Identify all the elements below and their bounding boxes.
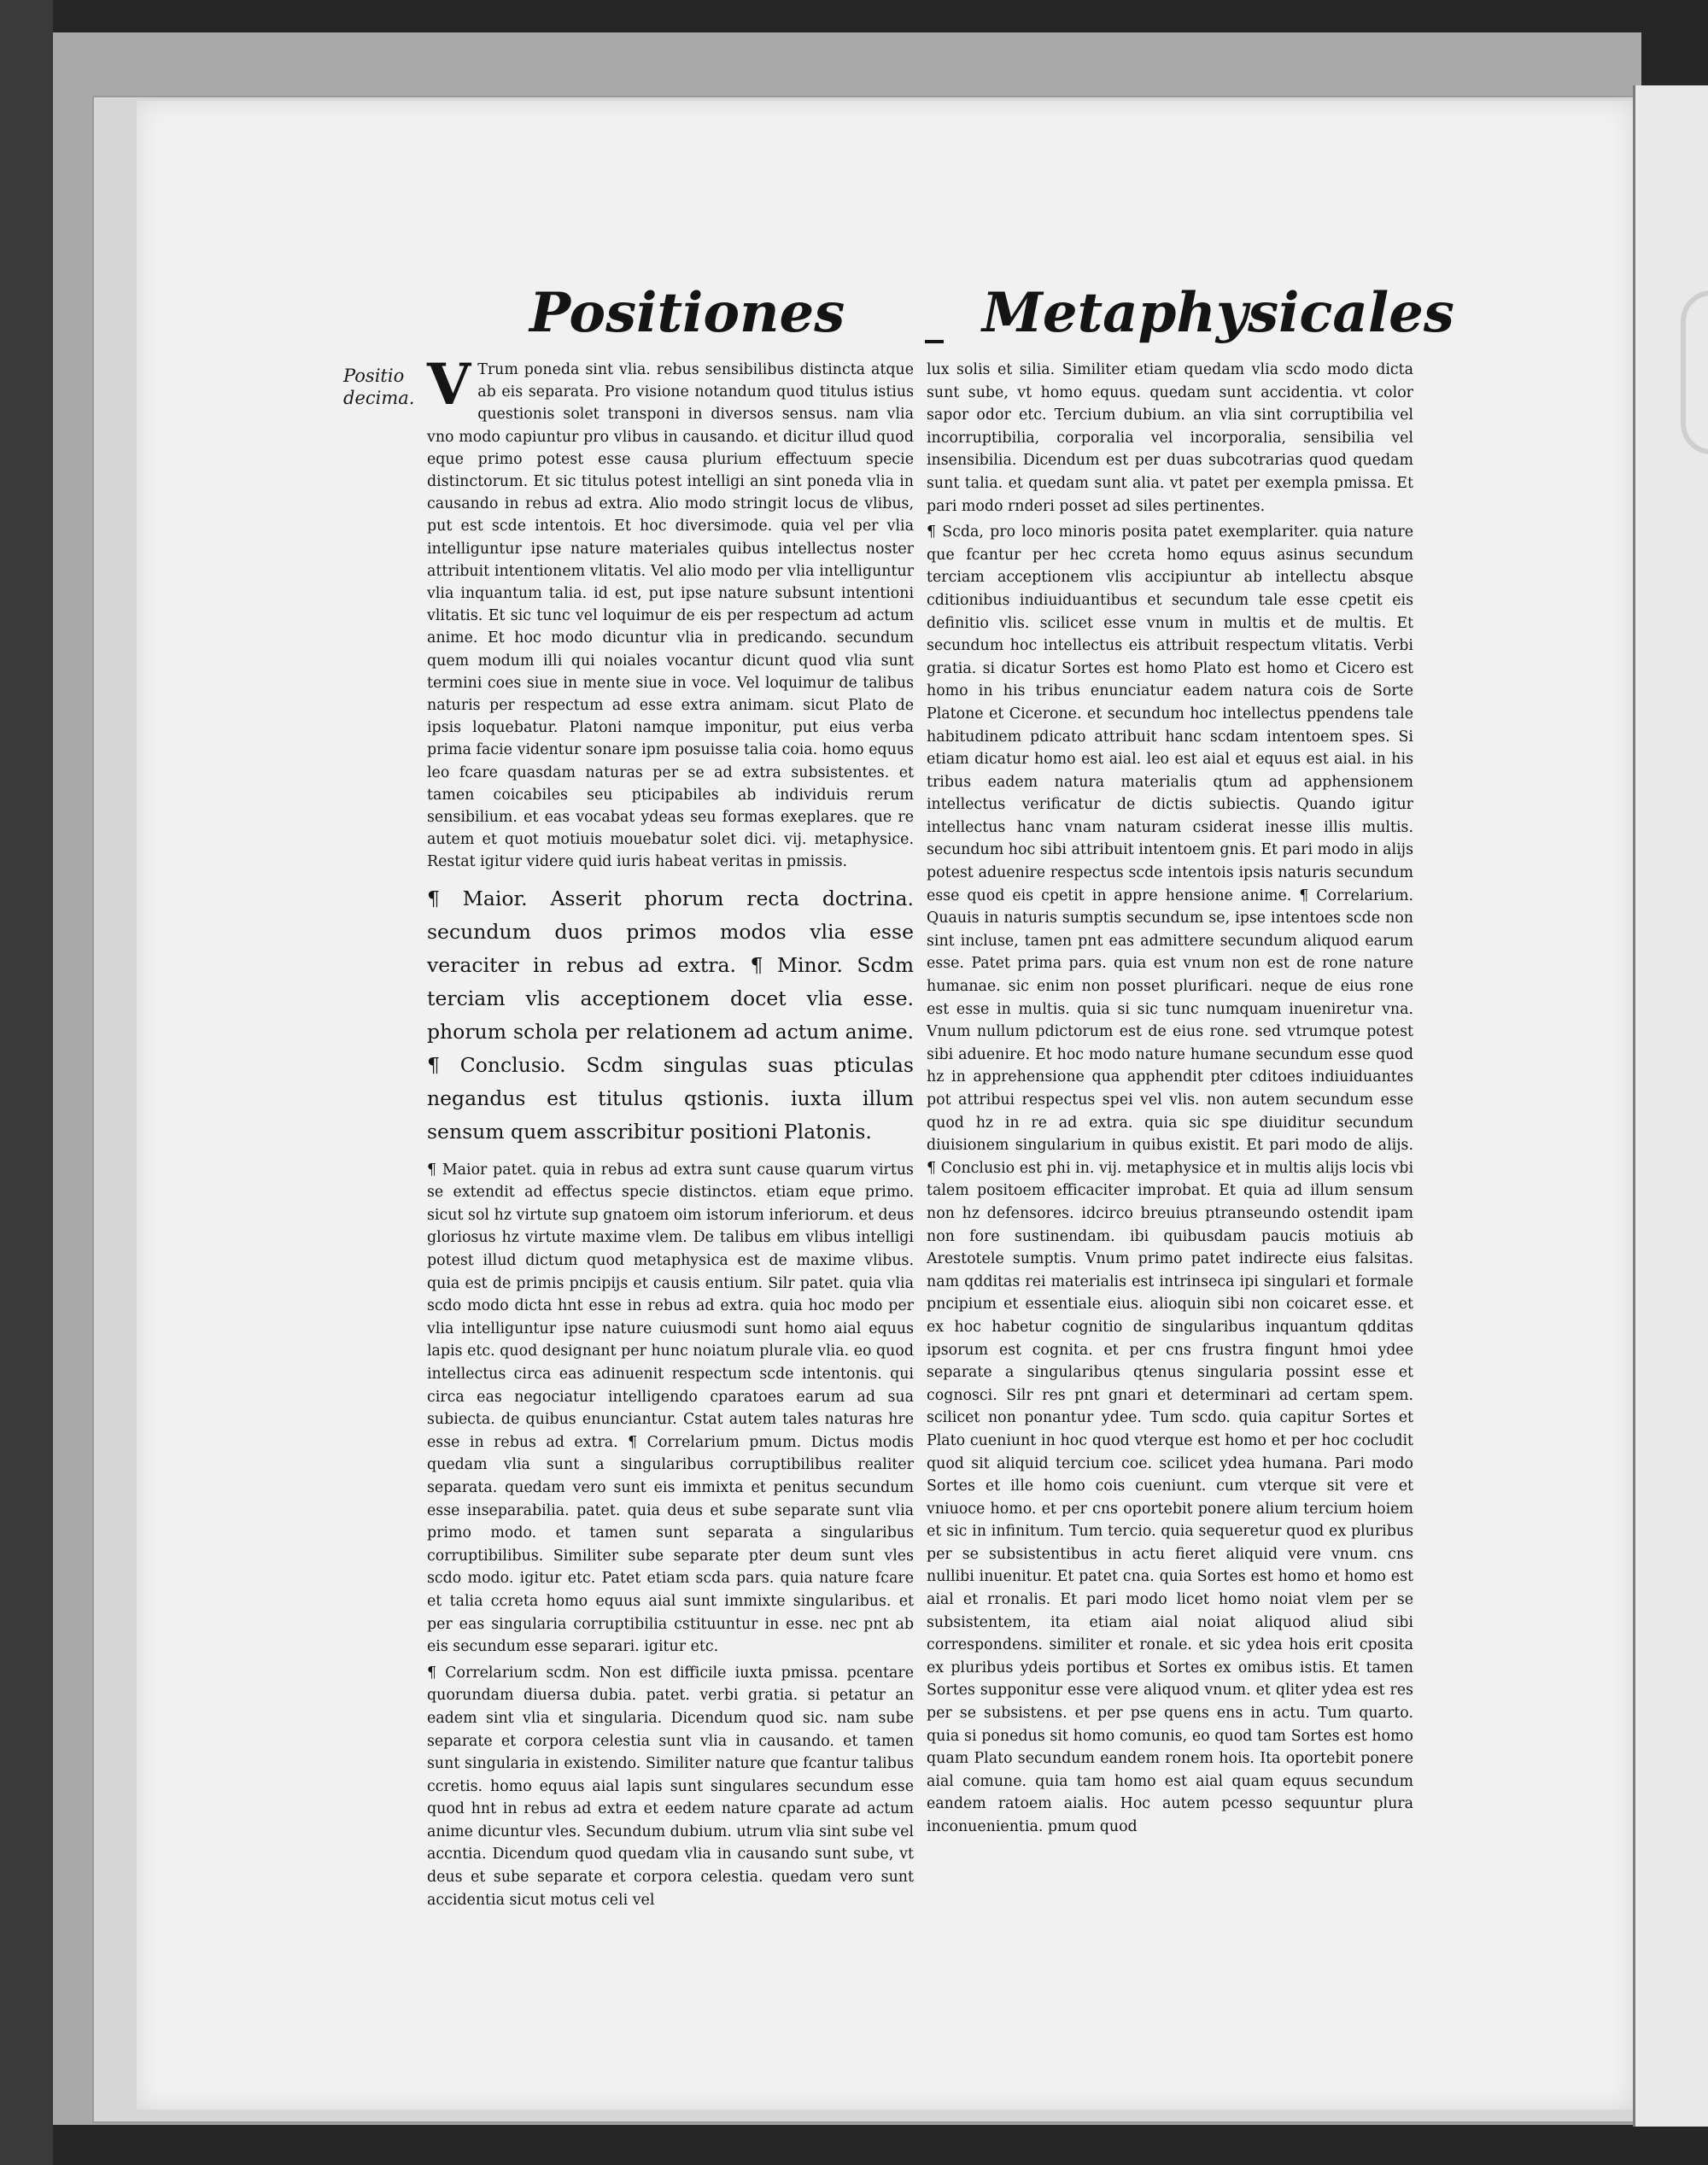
running-head-left: Positiones	[529, 281, 845, 345]
right-column	[927, 359, 1413, 1839]
body-paragraph: ¶ Maior patet. quia in rebus ad extra sunt cause quarum virtus se extendit ad effectus specie distinctos. etiam eque primo. sicut sol hz virtute sup gnatoem oim istorum inferiorum. et deus gloriosus hz virtute maxime vlem. De talibus em vlibus intelligi potest illud dictum quod metaphysica est de maxime vlibus. quia est de primis pncipijs et causis entium. Silr patet. quia vlia scdo modo dicta hnt esse in rebus ad extra. quia hoc modo per vlia intelliguntur ipse nature cuiusmodi sunt homo aial equus lapis etc. quod designant per hunc noiatum plurale vlia. eo quod intellectus circa eas adinuenit respectum scde intentonis. qui circa eas negociatur intelligendo cparatoes earum ad sua subiecta. de quibus enunciantur. Cstat autem tales naturas hre esse in rebus ad extra. ¶ Correlarium pmum. Dictus modis quedam vlia sunt a singularibus corruptibilibus realiter separata. quedam vero sunt eis immixta et penitus secundum esse inseparabilia. patet. quia deus et sube separate sunt vlia primo modo. et tamen sunt separata a singularibus corruptibilibus. Similiter sube separate pter deum sunt vles scdo modo. igitur etc. Patet etiam scda pars. quia nature fcare et talia ccreta homo equus aial sunt immixte singularibus. et per eas singularia corruptibilia cstituuntur in esse. nec pnt ab eis secundum esse separari. igitur etc.	[427, 1161, 914, 1656]
running-head-right: Metaphysicales	[982, 281, 1454, 345]
body-paragraph: ¶ Correlarium scdm. Non est difficile iuxta pmissa. pcentare quorundam diuersa dubia. patet. verbi gratia. si petatur an eadem sint vlia et singularia. Dicendum quod sic. nam sube separate et corpora celestia sunt vlia in causando. et tamen sunt singularia in existendo. Similiter nature que fcantur talibus ccretis. homo equus aial lapis sunt singulares secundum esse quod hnt in rebus ad extra et eedem nature cparate ad actum anime dicuntur vles. Secundum dubium. utrum vlia sint sube vel accntia. Dicendum quod quedam vlia in causando sunt sube, vt deus et sube separate et corpora celestia. quedam vero sunt accidentia sicut motus celi vel	[427, 1664, 914, 1909]
decorated-initial: V	[427, 351, 471, 418]
facing-page-letter-fragment	[1681, 290, 1708, 454]
opening-text: Trum poneda sint vlia. rebus sensibilibus distincta atque ab eis separata. Pro visione notandum quod titulus istius questionis solet transponi in diversos sensus. nam vlia vno modo capiuntur pro vlibus in causando. et dicitur illud quod eque primo potest esse causa plurium effectuum specie distinctorum. Et sic titulus potest intelligi an sint poneda vlia in causando in rebus ad extra. Alio modo stringit locus de vlibus, put est scde intentois. Et hoc diversimode. quia vel per vlia intelliguntur ipse nature materiales quibus intellectus noster attribuit intentionem vlitatis. Vel alio modo per vlia intelliguntur vlia inquantum talia. id est, put ipse nature subsunt intentioni vlitatis. Et sic tunc vel loquimur de eis per respectum ad actum anime. Et hoc modo dicuntur vlia in predicando. secundum quem modum illi qui noiales vocantur dicunt quod vlia sunt termini coes siue in mente siue in voce. Vel loquimur de talibus naturis per respectum ad esse extra animam. sicut Plato de ipsis loquebatur. Platoni namque imponitur, put eius verba prima facie videntur sonare ipm posuisse talia coia. homo equus leo fcare quasdam naturas per se ad extra subsistentes. et tamen coicabiles seu pticipabiles ab individuis rerum sensibilium. et eas vocabat ydeas seu formas exeplares. que re autem et quot motiuis mouebatur solet dici. vij. metaphysice. Restat igitur videre quid iuris habeat veritas in pmissis.	[427, 361, 914, 871]
margin-note: Positio decima.	[343, 366, 415, 408]
left-column	[427, 351, 914, 1911]
thesis-paragraph: ¶ Maior. Asserit phorum recta doctrina. secundum duos primos modos vlia esse veraciter in rebus ad extra. ¶ Minor. Scdm terciam vlis acceptionem docet vlia esse. phorum schola per relationem ad actum anime. ¶ Conclusio. Scdm singulas suas pticulas negandus est titulus qstionis. iuxta illum sensum quem asscribitur positioni Platonis.	[427, 886, 914, 1144]
binding-edge	[0, 0, 53, 2165]
body-paragraph: ¶ Scda, pro loco minoris posita patet exemplariter. quia nature que fcantur per hec ccreta homo equus asinus secundum terciam acceptionem vlis accipiuntur ab intellectu absque cditionibus indiuiduantibus et secundum tale esse cpetit eis definitio vlis. scilicet esse vnum in multis et de multis. Et secundum hoc intellectus eis attribuit respectum vlitatis. Verbi gratia. si dicatur Sortes est homo Plato est homo et Cicero est homo in his tribus enunciatur eadem natura cois de Sorte Platone et Cicerone. et secundum hoc intellectus ppendens tale habitudinem pdicato attribuit hanc scdam intentoem spes. Si etiam dicatur homo est aial. leo est aial et equus est aial. in his tribus eadem natura materialis qtum ad apphensionem intellectus verificatur de dictis subiectis. Quando igitur intellectus hanc vnam naturam csiderat inesse illis multis. secundum hoc sibi attribuit intentoem gnis. Et pari modo in alijs potest aduenire respectus scde intentois ipsis naturis secundum esse quod eis cpetit in appre hensione anime. ¶ Correlarium. Quauis in naturis sumptis secundum se, ipse intentoes scde non sint incluse, tamen pnt eas admittere secundum aliquod earum esse. Patet prima pars. quia est vnum non est de rone nature humanae. sic enim non posset plurificari. neque de eius rone est esse in multis. quia si sic tunc numquam inueniretur vna. Vnum nullum pdictorum est de eius rone. sed vtrumque potest sibi aduenire. Et hoc modo nature humane secundum esse quod hz in apprehensione qua apphendit pter cditoes indiuiduantes pot attribui respectus spei vel vlis. non autem secundum esse quod hz in re ad extra. quia sic spe diuiditur secundum diuisionem singularium in quibus existit. Et pari modo de alijs. ¶ Conclusio est phi in. vij. metaphysice et in multis alijs locis vbi talem positoem efficaciter improbat. Et quia ad illum sensum non hz defensores. idcirco breuius ptranseundo ostendit ipam non fore sustinendam. ibi quibusdam paucis motiuis ab Arestotele sumptis. Vnum primo patet indirecte eius falsitas. nam qdditas rei materialis est intrinseca ipi singulari et formale pncipium et essentiale eius. alioquin sibi non coicaret esse. et ex hoc habetur cognitio de singularibus inquantum qdditas ipsorum est cognita. et per cns frustra fingunt hmoi ydee separate a singularibus qtenus singularia possint esse et cognosci. Silr res pnt gnari et determinari ad certam spem. scilicet non ponantur ydee. Tum scdo. quia capitur Sortes et Plato cueniunt in hoc quod vterque est homo et per hoc cocludit quod sit aliquid tercium coe. scilicet ydea humana. Pari modo Sortes et ille homo cois cueniunt. cum vterque sit vere et vniuoce homo. et per cns oportebit ponere alium tercium hoiem et sic in infinitum. Tum tercio. quia sequeretur quod ex pluribus per se subsistentibus in actu fieret aliquid vere vnum. cns nullibi inuenitur. Et patet cna. quia Sortes est homo et homo est aial et rronalis. Et pari modo licet homo noiat vlem per se subsistentem, ita etiam aial noiat aliquod aliud sibi correspondens. similiter et ronale. et sic ydea hois erit cposita ex pluribus ydeis portibus et Sortes ex omibus istis. Et tamen Sortes supponitur esse vere aliquod vnum. et qliter ydea est res per se subsistens. et per pse quens ens in actu. Tum quarto. quia si ponedus sit homo comunis, eo quod tam Sortes est homo quam Plato secundum eandem ronem hois. Ita oportebit ponere aial comune. quia tam homo est aial quam equus secundum eandem ratoem aialis. Hoc autem pcesso sequuntur plura inconuenientia. pmum quod	[927, 524, 1413, 1835]
opening-paragraph	[427, 351, 914, 874]
running-head-separator	[925, 340, 944, 343]
body-paragraph: lux solis et silia. Similiter etiam quedam vlia scdo modo dicta sunt sube, vt homo equus. quedam sunt accidentia. vt color sapor odor etc. Tercium dubium. an vlia sint corruptibilia vel incorruptibilia, corporalia vel incorporalia, sensibilia vel insensibilia. Dicendum est per duas subcotrarias quod quedam sunt talia. et quedam sunt alia. vt patet per exempla pmissa. Et pari modo rnderi posset ad siles pertinentes.	[927, 361, 1413, 515]
